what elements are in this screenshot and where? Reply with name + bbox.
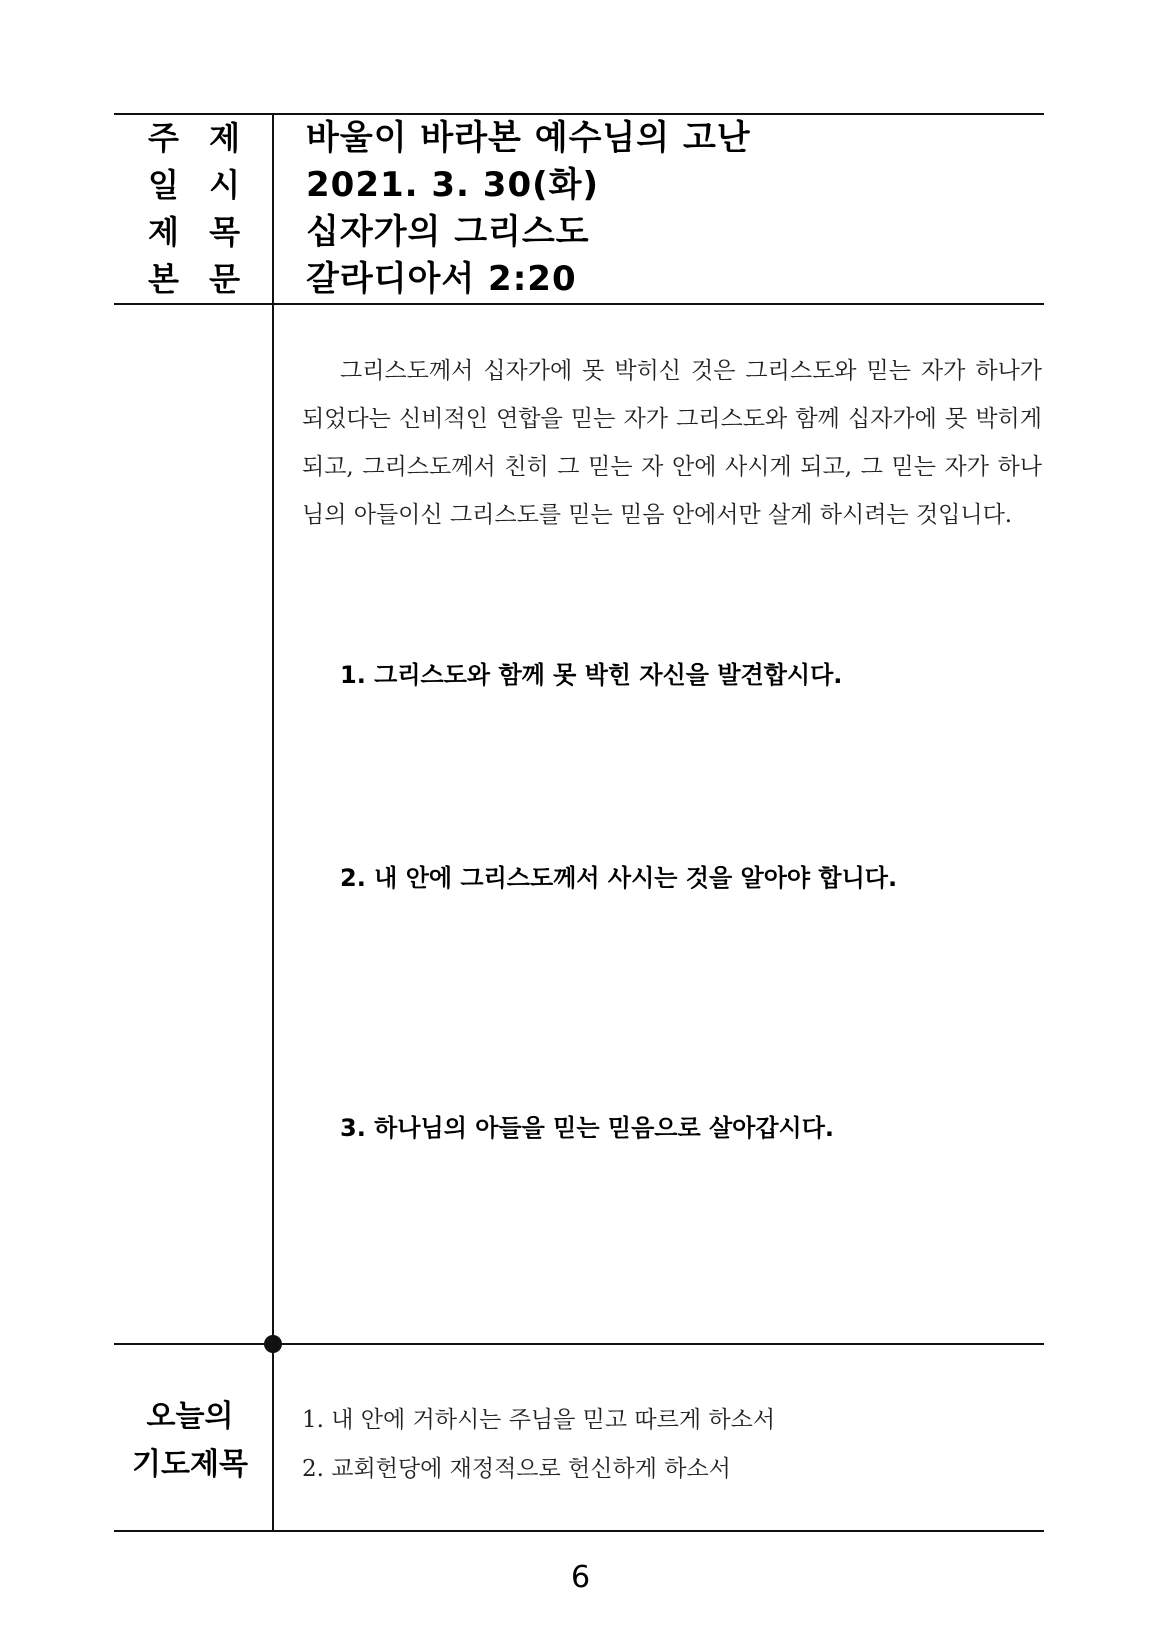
header-bottom-rule bbox=[114, 303, 1044, 305]
column-divider bbox=[272, 113, 274, 1531]
scripture-value: 갈라디아서 2:20 bbox=[306, 259, 577, 299]
prayer-label-line2: 기도제목 bbox=[132, 1447, 248, 1482]
prayer-label bbox=[120, 1393, 260, 1489]
title-value: 십자가의 그리스도 bbox=[306, 212, 590, 252]
sermon-paragraph: 그리스도께서 십자가에 못 박히신 것은 그리스도와 믿는 자가 하나가 되었다는 신비적인 연합을 믿는 자가 그리스도와 함께 십자가에 못 박히게 되고, 그리스도께서 친히 그 믿는 자 안에 사시게 되고, 그 믿는 자가 하나님의 아들이신 그리스도를 믿는 믿음 안에서만 살게 하시려는 것입니다. bbox=[302, 358, 1042, 528]
page-number: 6 bbox=[570, 1560, 591, 1595]
date-value: 2021. 3. 30(화) bbox=[306, 165, 600, 205]
sermon-point-3: 3. 하나님의 아들을 믿는 믿음으로 살아갑시다. bbox=[340, 1114, 835, 1142]
topic-value: 바울이 바라본 예수님의 고난 bbox=[306, 118, 751, 158]
sermon-point-1: 1. 그리스도와 함께 못 박힌 자신을 발견합시다. bbox=[340, 661, 843, 689]
prayer-item-1: 1. 내 안에 거하시는 주님을 믿고 따르게 하소서 bbox=[302, 1407, 776, 1433]
label-date: 일 시 bbox=[148, 166, 240, 204]
label-scripture: 본 문 bbox=[148, 260, 240, 298]
label-topic: 주 제 bbox=[148, 119, 240, 157]
prayer-item-2: 2. 교회헌당에 재정적으로 헌신하게 하소서 bbox=[302, 1456, 731, 1482]
prayer-label-line1: 오늘의 bbox=[146, 1399, 234, 1434]
bottom-rule bbox=[114, 1530, 1044, 1532]
label-title: 제 목 bbox=[148, 213, 240, 251]
prayer-top-rule bbox=[114, 1343, 1044, 1345]
divider-dot bbox=[264, 1335, 282, 1353]
sermon-point-2: 2. 내 안에 그리스도께서 사시는 것을 알아야 합니다. bbox=[340, 864, 898, 892]
